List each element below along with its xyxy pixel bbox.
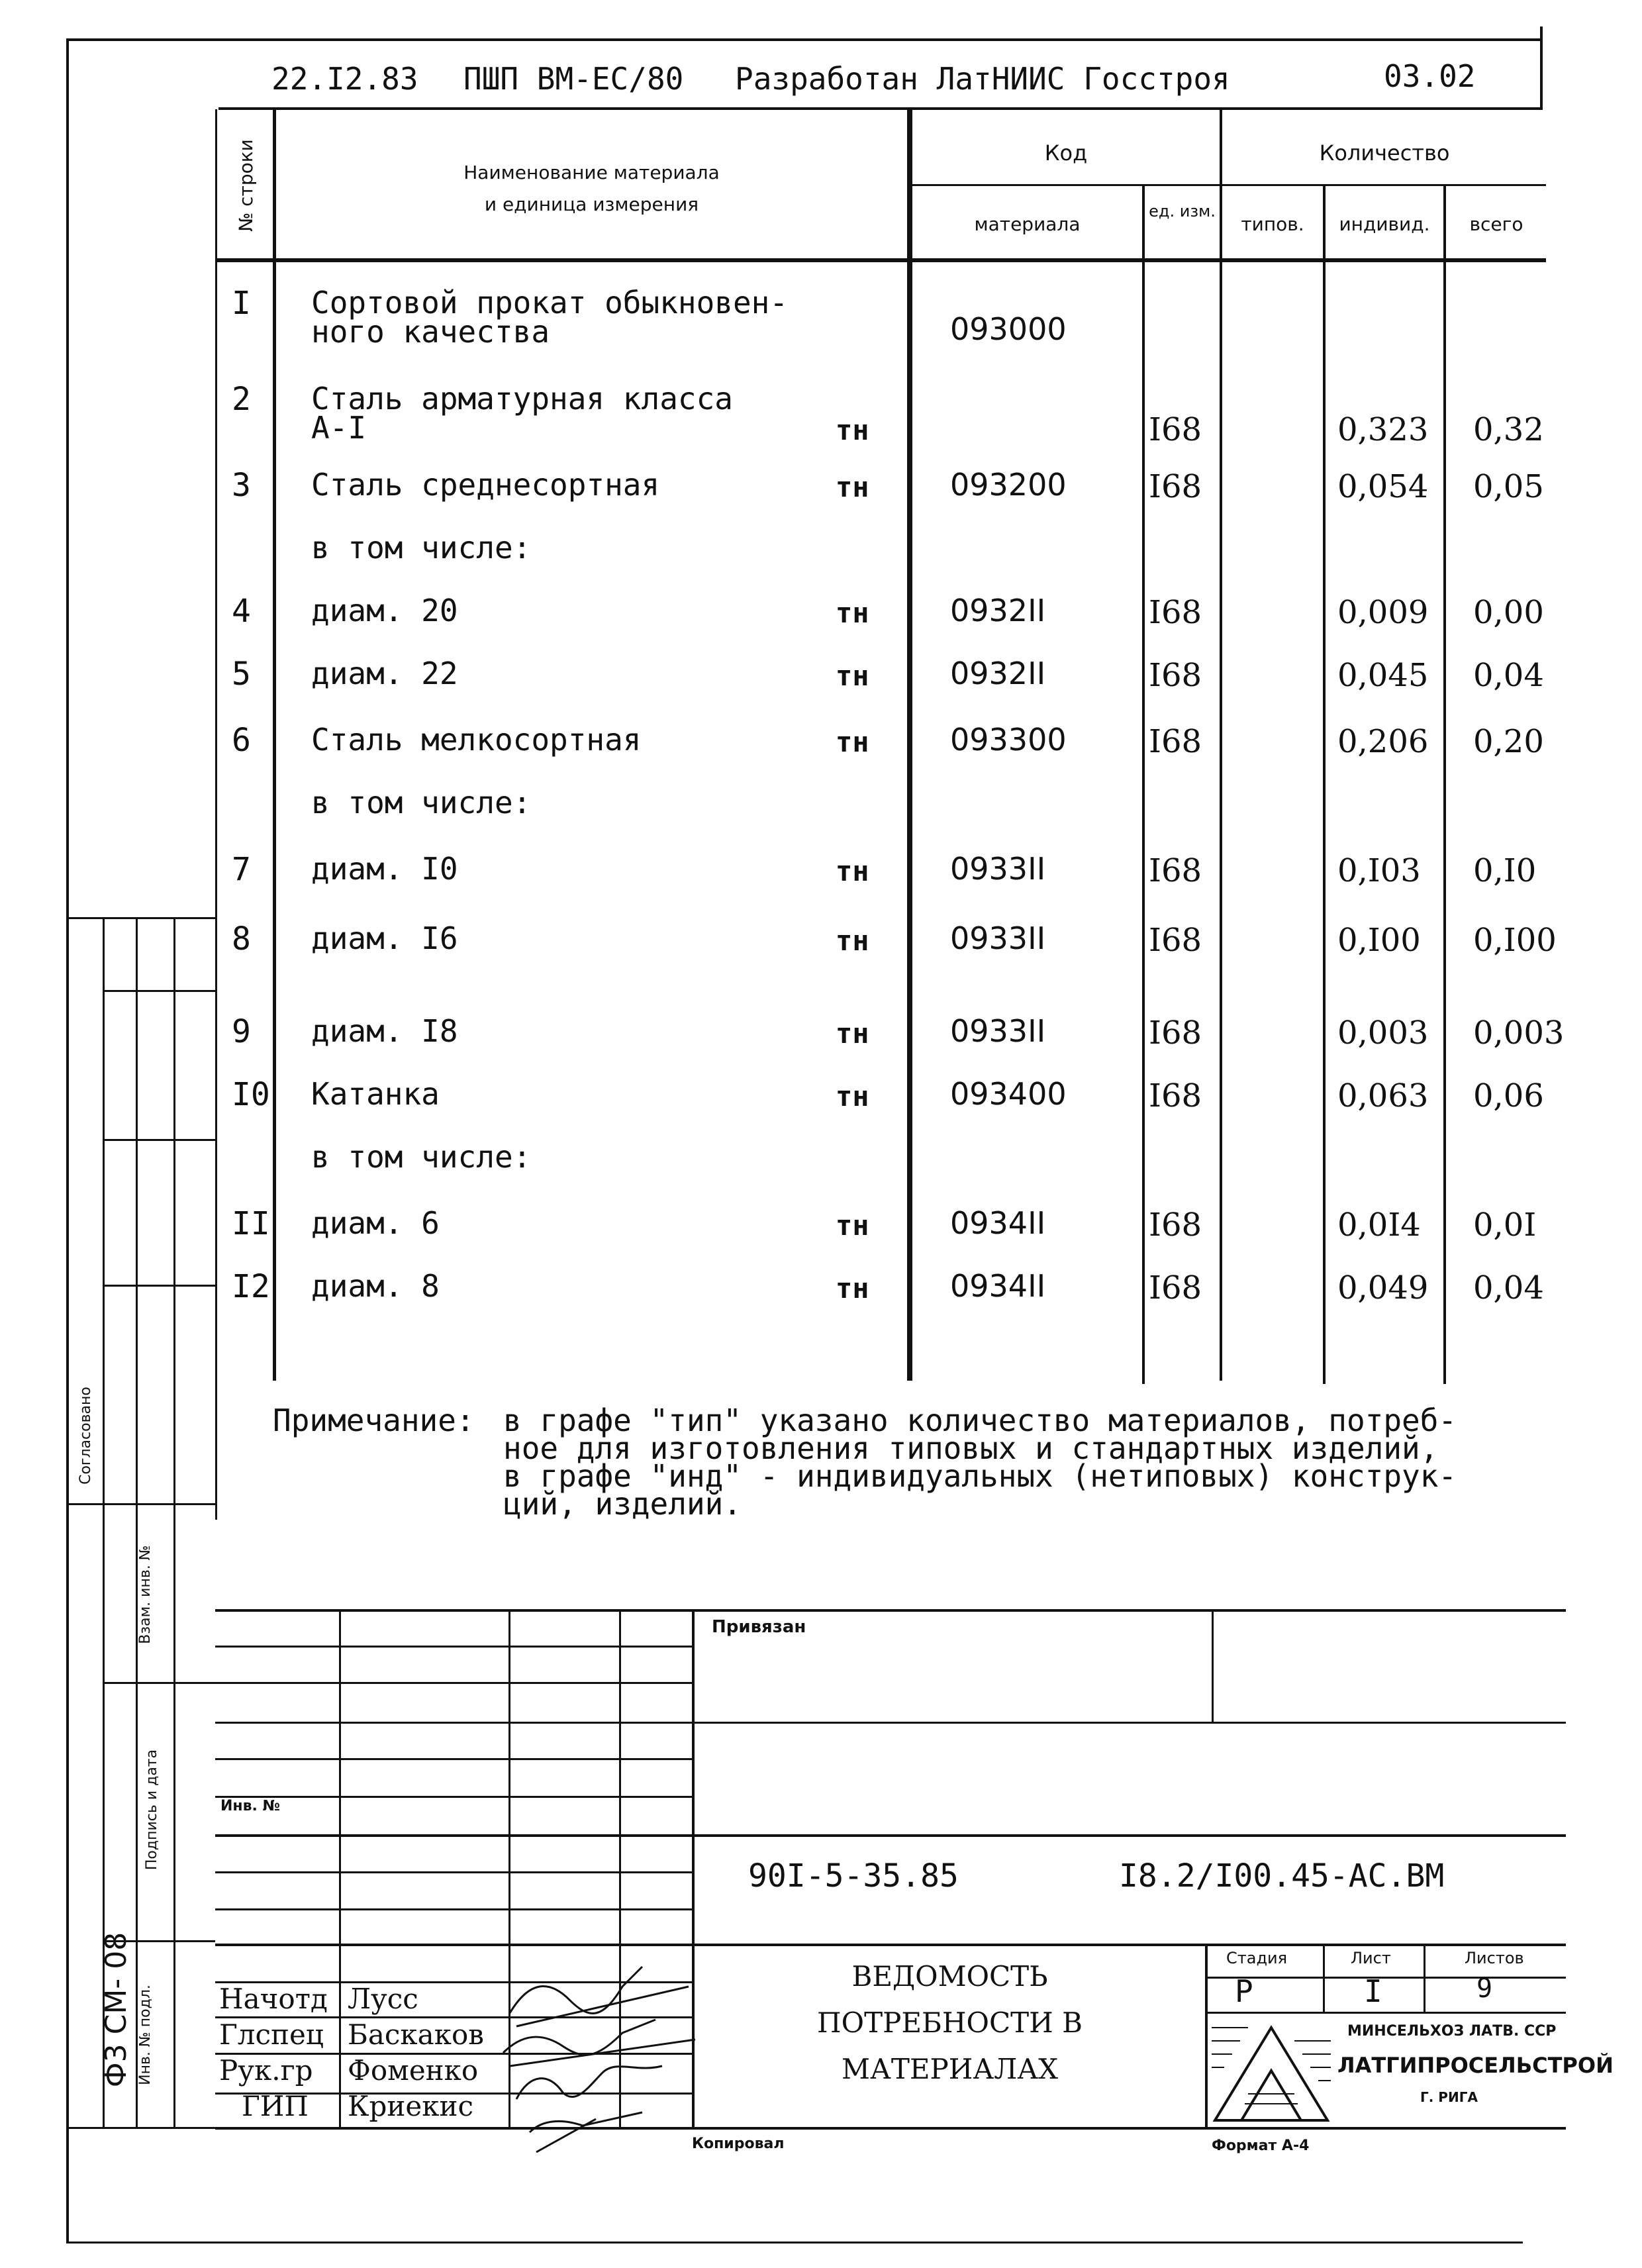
tb-stamp-r2: [1205, 2012, 1566, 2014]
table-row: [0, 851, 1642, 911]
row-number: 5: [232, 656, 251, 693]
row-number: I0: [232, 1076, 270, 1113]
qty-total: 0,00: [1473, 594, 1544, 631]
qty-individual: 0,323: [1337, 411, 1429, 448]
note: [0, 1391, 1642, 1556]
header-bottom-rule: [215, 258, 1546, 262]
qty-individual: 0,063: [1337, 1077, 1429, 1114]
side-agreed: Согласовано: [77, 1387, 94, 1485]
tb-top: [215, 1609, 1566, 1612]
tb-inv-no: Инв. №: [220, 1798, 281, 1814]
tb-stage: Р: [1235, 1973, 1253, 2009]
unit-code: I68: [1149, 468, 1202, 505]
material-name: диам. I0: [311, 851, 458, 887]
frame-bottom: [66, 2242, 1523, 2243]
tb-copied: Копировал: [692, 2136, 785, 2152]
unit: тн: [836, 1017, 869, 1050]
tb-project-no: 90I-5-35.85: [748, 1857, 959, 1895]
row-number: II: [232, 1205, 270, 1242]
side-sign-date: Подпись и дата: [144, 1749, 160, 1871]
qty-total: 0,I0: [1473, 852, 1537, 889]
material-code: 0934II: [950, 1205, 1046, 1241]
header-mid-rule: [910, 184, 1546, 186]
header-series: ПШП ВМ-ЕС/80: [463, 61, 684, 97]
material-name: диам. I6: [311, 920, 458, 956]
th-qty-group: Количество: [1319, 140, 1450, 166]
unit: тн: [836, 471, 869, 503]
unit: тн: [836, 414, 869, 446]
table-row: [0, 530, 1642, 589]
qty-total: 0,003: [1473, 1014, 1565, 1052]
tb-title-line2: ПОТРЕБНОСТИ В: [817, 2006, 1083, 2039]
qty-individual: 0,009: [1337, 594, 1429, 631]
material-name: Сталь среднесортная: [311, 467, 660, 503]
material-name: Катанка: [311, 1076, 440, 1112]
material-code: 093000: [950, 311, 1067, 347]
qty-individual: 0,054: [1337, 468, 1429, 505]
row-number: 3: [232, 467, 251, 504]
tb-attached: Привязан: [712, 1617, 806, 1637]
side-h-5: [103, 1682, 215, 1684]
header-date: 22.I2.83: [271, 61, 418, 97]
material-name: диам. I8: [311, 1013, 458, 1049]
material-code: 0932II: [950, 656, 1046, 691]
material-name: диам. 8: [311, 1268, 440, 1304]
tb-r6: [215, 1834, 1566, 1837]
qty-individual: 0,206: [1337, 723, 1429, 760]
qty-total: 0,05: [1473, 468, 1544, 505]
material-code: 0932II: [950, 593, 1046, 628]
material-code: 093400: [950, 1076, 1067, 1112]
material-name: диам. 6: [311, 1205, 440, 1241]
signer-name-4: Криекис: [348, 2090, 474, 2122]
material-name: в том числе:: [311, 530, 532, 566]
qty-total: 0,06: [1473, 1077, 1544, 1114]
table-row: [0, 656, 1642, 715]
unit: тн: [836, 924, 869, 957]
th-qty-total: всего: [1469, 213, 1523, 235]
material-code: 0933II: [950, 920, 1046, 956]
note-line3: в графе "инд" - индивидуальных (нетиповых) конструк-: [503, 1458, 1457, 1494]
qty-total: 0,04: [1473, 657, 1544, 694]
tb-org-line1: МИНСЕЛЬХОЗ ЛАТВ. ССР: [1347, 2023, 1557, 2040]
side-inv-orig: Инв. № подл.: [137, 1985, 154, 2085]
row-number: 9: [232, 1013, 251, 1050]
th-code-unit: ед. изм.: [1149, 202, 1216, 221]
table-row: [0, 920, 1642, 980]
material-code: 093200: [950, 467, 1067, 503]
tb-sheet-label: Лист: [1351, 1949, 1391, 1967]
row-number: I2: [232, 1268, 270, 1305]
qty-individual: 0,I00: [1337, 922, 1421, 959]
th-name-line1: Наименование материала: [463, 162, 720, 183]
material-name: диам. 20: [311, 593, 458, 628]
unit: тн: [836, 597, 869, 629]
side-col-3: [173, 917, 175, 2129]
material-name-cont: А-I: [311, 410, 367, 446]
side-form: Ф3 СМ- 08: [99, 1932, 133, 2088]
unit: тн: [836, 660, 869, 692]
th-code-group: Код: [1044, 140, 1088, 166]
unit-code: I68: [1149, 1269, 1202, 1307]
th-qty-individual: индивид.: [1339, 213, 1430, 235]
tb-r9: [215, 1944, 1566, 1946]
row-number: 8: [232, 920, 251, 958]
material-code: 0934II: [950, 1268, 1046, 1304]
unit: тн: [836, 1209, 869, 1242]
side-bottom: [66, 2127, 215, 2129]
th-row-no: № строки: [235, 139, 257, 232]
table-row: [0, 381, 1642, 448]
row-number: 2: [232, 381, 251, 418]
row-number: 6: [232, 722, 251, 759]
tb-r14: [215, 2127, 1566, 2130]
tb-title-line1: ВЕДОМОСТЬ: [851, 1960, 1048, 1993]
tb-org-line2: ЛАТГИПРОСЕЛЬСТРОЙ: [1337, 2053, 1614, 2078]
qty-individual: 0,049: [1337, 1269, 1429, 1307]
tb-stamp-r1: [1205, 1977, 1566, 1979]
unit-code: I68: [1149, 594, 1202, 631]
unit-code: I68: [1149, 723, 1202, 760]
side-outer-left: [66, 917, 68, 2129]
header: [0, 0, 1642, 113]
tb-sheet: I: [1364, 1973, 1382, 2009]
table-row: [0, 722, 1642, 781]
tb-drawing-code: I8.2/I00.45-АС.ВМ: [1119, 1857, 1445, 1895]
material-name-cont: ного качества: [311, 314, 550, 350]
signature-scribbles: [490, 1940, 715, 2159]
material-name: в том числе:: [311, 1139, 532, 1175]
table-row: [0, 785, 1642, 844]
header-developed-by: Разработан ЛатНИИС Госстроя: [735, 61, 1230, 97]
side-replace-inv: Взам. инв. №: [137, 1545, 154, 1644]
tb-title: [695, 1953, 1205, 2093]
note-label: Примечание:: [273, 1403, 475, 1438]
unit-code: I68: [1149, 1207, 1202, 1244]
note-line1: в графе "тип" указано количество материалов, потреб-: [503, 1403, 1457, 1438]
side-h-4: [66, 1503, 215, 1505]
unit-code: I68: [1149, 1014, 1202, 1052]
unit-code: I68: [1149, 1077, 1202, 1114]
row-number: 7: [232, 851, 251, 888]
unit-code: I68: [1149, 922, 1202, 959]
unit-code: I68: [1149, 852, 1202, 889]
material-name: Сортовой прокат обыкновен-: [311, 285, 789, 320]
table-row: [0, 1013, 1642, 1073]
side-col-2: [136, 917, 138, 2129]
qty-total: 0,20: [1473, 723, 1544, 760]
material-name: диам. 22: [311, 656, 458, 691]
signer-role-2: Глспец: [219, 2018, 324, 2051]
table-row: [0, 1205, 1642, 1265]
table-row: [0, 1268, 1642, 1328]
qty-individual: 0,045: [1337, 657, 1429, 694]
org-logo-icon: [1208, 2014, 1334, 2127]
signer-role-3: Рук.гр: [219, 2054, 313, 2087]
qty-total: 0,32: [1473, 411, 1544, 448]
unit-code: I68: [1149, 411, 1202, 448]
header-right-edge: [1540, 26, 1543, 109]
signer-name-2: Баскаков: [348, 2018, 484, 2051]
material-name: Сталь мелкосортная: [311, 722, 642, 758]
table-row: [0, 1076, 1642, 1136]
table-row: [0, 285, 1642, 350]
table-row: [0, 1139, 1642, 1199]
tb-v-attached: [1212, 1609, 1214, 1722]
unit: тн: [836, 1080, 869, 1112]
signer-role-1: Начотд: [219, 1983, 328, 2015]
header-code: 03.02: [1384, 58, 1476, 94]
tb-format: Формат А-4: [1212, 2138, 1310, 2154]
side-h-2: [103, 1139, 215, 1141]
material-name: Сталь арматурная класса: [311, 381, 733, 417]
side-h-3: [103, 1285, 215, 1287]
tb-r3: [215, 1722, 1566, 1724]
unit-code: I68: [1149, 657, 1202, 694]
tb-stage-label: Стадия: [1226, 1949, 1288, 1967]
table-row: [0, 593, 1642, 652]
th-name-line2: и единица измерения: [484, 193, 699, 215]
signer-role-4: ГИП: [242, 2090, 309, 2122]
unit: тн: [836, 726, 869, 758]
th-code-material: материала: [974, 213, 1081, 235]
qty-total: 0,0I: [1473, 1207, 1537, 1244]
tb-title-line3: МАТЕРИАЛАХ: [842, 2053, 1058, 2085]
qty-individual: 0,0I4: [1337, 1207, 1421, 1244]
note-line4: ций, изделий.: [503, 1486, 742, 1522]
table-row: [0, 467, 1642, 526]
material-name: в том числе:: [311, 785, 532, 820]
tb-org-line3: Г. РИГА: [1420, 2089, 1478, 2105]
qty-individual: 0,003: [1337, 1014, 1429, 1052]
qty-individual: 0,I03: [1337, 852, 1421, 889]
unit: тн: [836, 855, 869, 887]
material-code: 0933II: [950, 851, 1046, 887]
qty-total: 0,04: [1473, 1269, 1544, 1307]
tb-v-stamp: [1205, 1944, 1208, 2129]
unit: тн: [836, 1272, 869, 1305]
tb-sheets: 9: [1476, 1973, 1493, 2004]
signer-name-3: Фоменко: [348, 2054, 479, 2087]
row-number: 4: [232, 593, 251, 630]
note-line2: ное для изготовления типовых и стандартных изделий,: [503, 1430, 1439, 1466]
header-rule: [218, 107, 1543, 110]
side-top: [66, 917, 215, 919]
qty-total: 0,I00: [1473, 922, 1557, 959]
material-code: 093300: [950, 722, 1067, 758]
material-code: 0933II: [950, 1013, 1046, 1049]
side-h-1: [103, 990, 215, 992]
signer-name-1: Лусс: [348, 1983, 418, 2015]
tb-sheets-label: Листов: [1465, 1949, 1524, 1967]
th-qty-typical: типов.: [1241, 213, 1304, 235]
row-number: I: [232, 285, 251, 322]
